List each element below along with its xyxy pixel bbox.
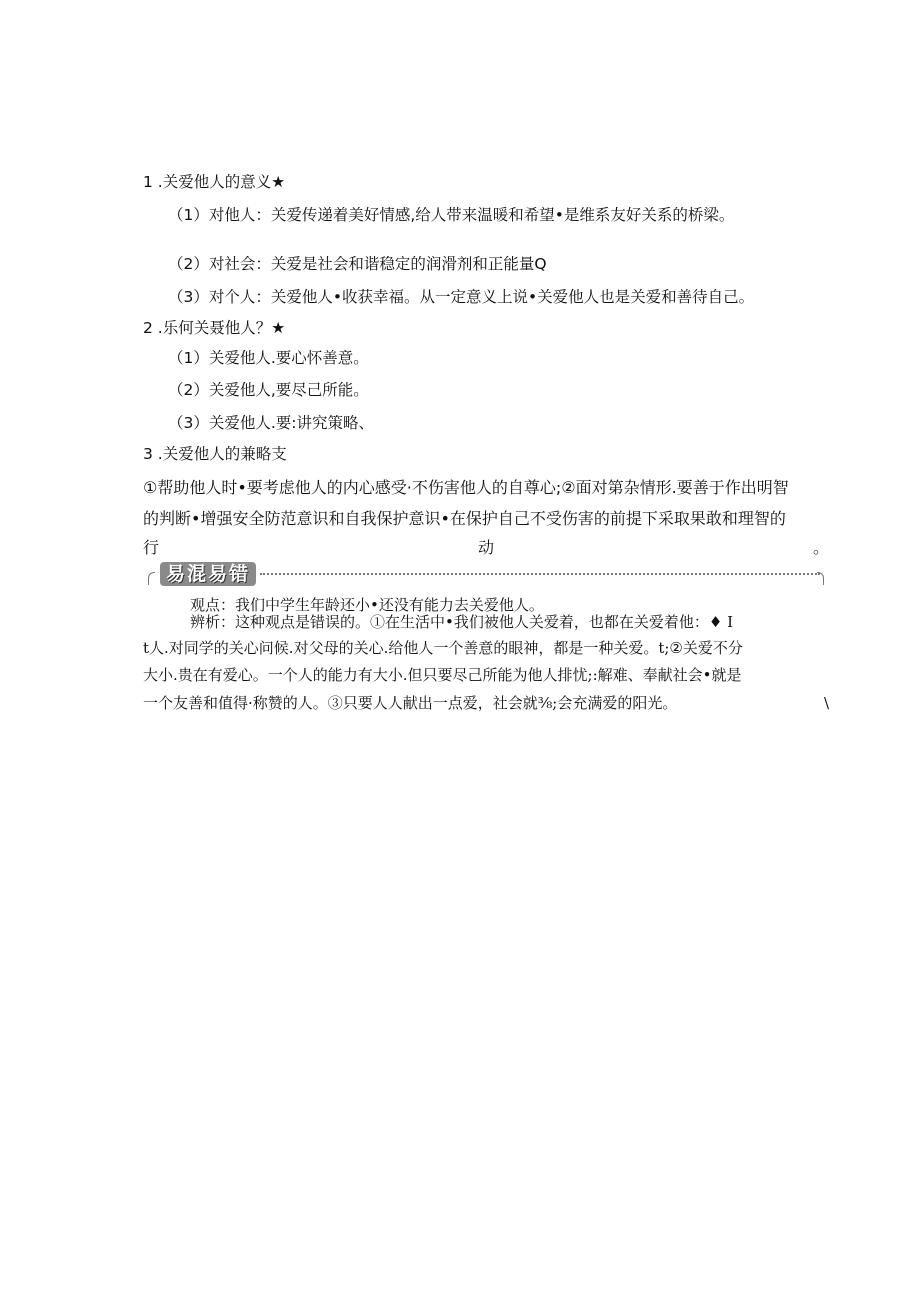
section-1-item-3: （3）对个人：关爱他人•收获幸福。从一定意义上说•关爱他人也是关爱和善待自己。 [168,288,755,306]
analysis-line-4-text: 一个友善和值得·称赞的人。③只要人人献出一点爱，社会就⅜;会充满爱的阳光。 [143,694,678,712]
section-1-item-1: （1）对他人：关爱传递着美好情感,给人带来温暖和希望•是维系友好关系的桥梁。 [168,206,735,224]
section-3-line-3-start: 行 [143,538,160,557]
banner-dotted-rule [260,573,820,575]
section-3-heading: 3 .关爱他人的兼略支 [143,445,287,463]
section-1-heading: 1 .关爱他人的意义★ [143,173,286,191]
banner-label: 易混易错 [160,562,256,586]
section-1-item-2: （2）对社会：关爱是社会和谐稳定的润滑剂和正能量Q [168,255,547,273]
analysis-line-3: 大小.贵在有爱心。一个人的能力有大小.但只要尽己所能为他人排忧;:解难、奉献社会•就是 [143,666,742,684]
section-3-line-1: ①帮助他人时•要考虑他人的内心感受·不伤害他人的自尊心;②面对第杂情形.要善于作出明智 [143,478,789,497]
section-2-item-1: （1）关爱他人.要心怀善意。 [168,349,369,367]
section-3-line-3 [143,538,829,558]
section-2-item-2: （2）关爱他人,要尽己所能。 [168,381,369,399]
mistake-banner [148,562,824,588]
section-3-line-3-middle: 动 [477,538,494,557]
section-3-line-2: 的判断•增强安全防范意识和自我保护意识•在保护自己不受伤害的前提下采取果敢和理智的 [143,509,786,528]
analysis-line-2: t人.对同学的关心问候.对父母的关心.给他人一个善意的眼神，都是一种关爱。t;②关爱不分 [143,639,743,657]
analysis-line-4-end: \ [823,694,829,712]
section-3-line-3-end: 。 [812,538,829,557]
banner-right-cap [817,572,824,585]
analysis-viewpoint: 观点：我们中学生年龄还小•还没有能力去关爱他人。 [190,596,544,614]
section-2-heading: 2 .乐何关聂他人？★ [143,319,286,337]
analysis-line-1: 辨析：这种观点是错误的。①在生活中•我们被他人关爱着，也都在关爱着他：♦ I [190,613,733,631]
banner-left-cap [148,572,155,585]
analysis-line-4 [143,693,829,713]
section-2-item-3: （3）关爱他人.要:讲究策略、 [168,414,375,432]
